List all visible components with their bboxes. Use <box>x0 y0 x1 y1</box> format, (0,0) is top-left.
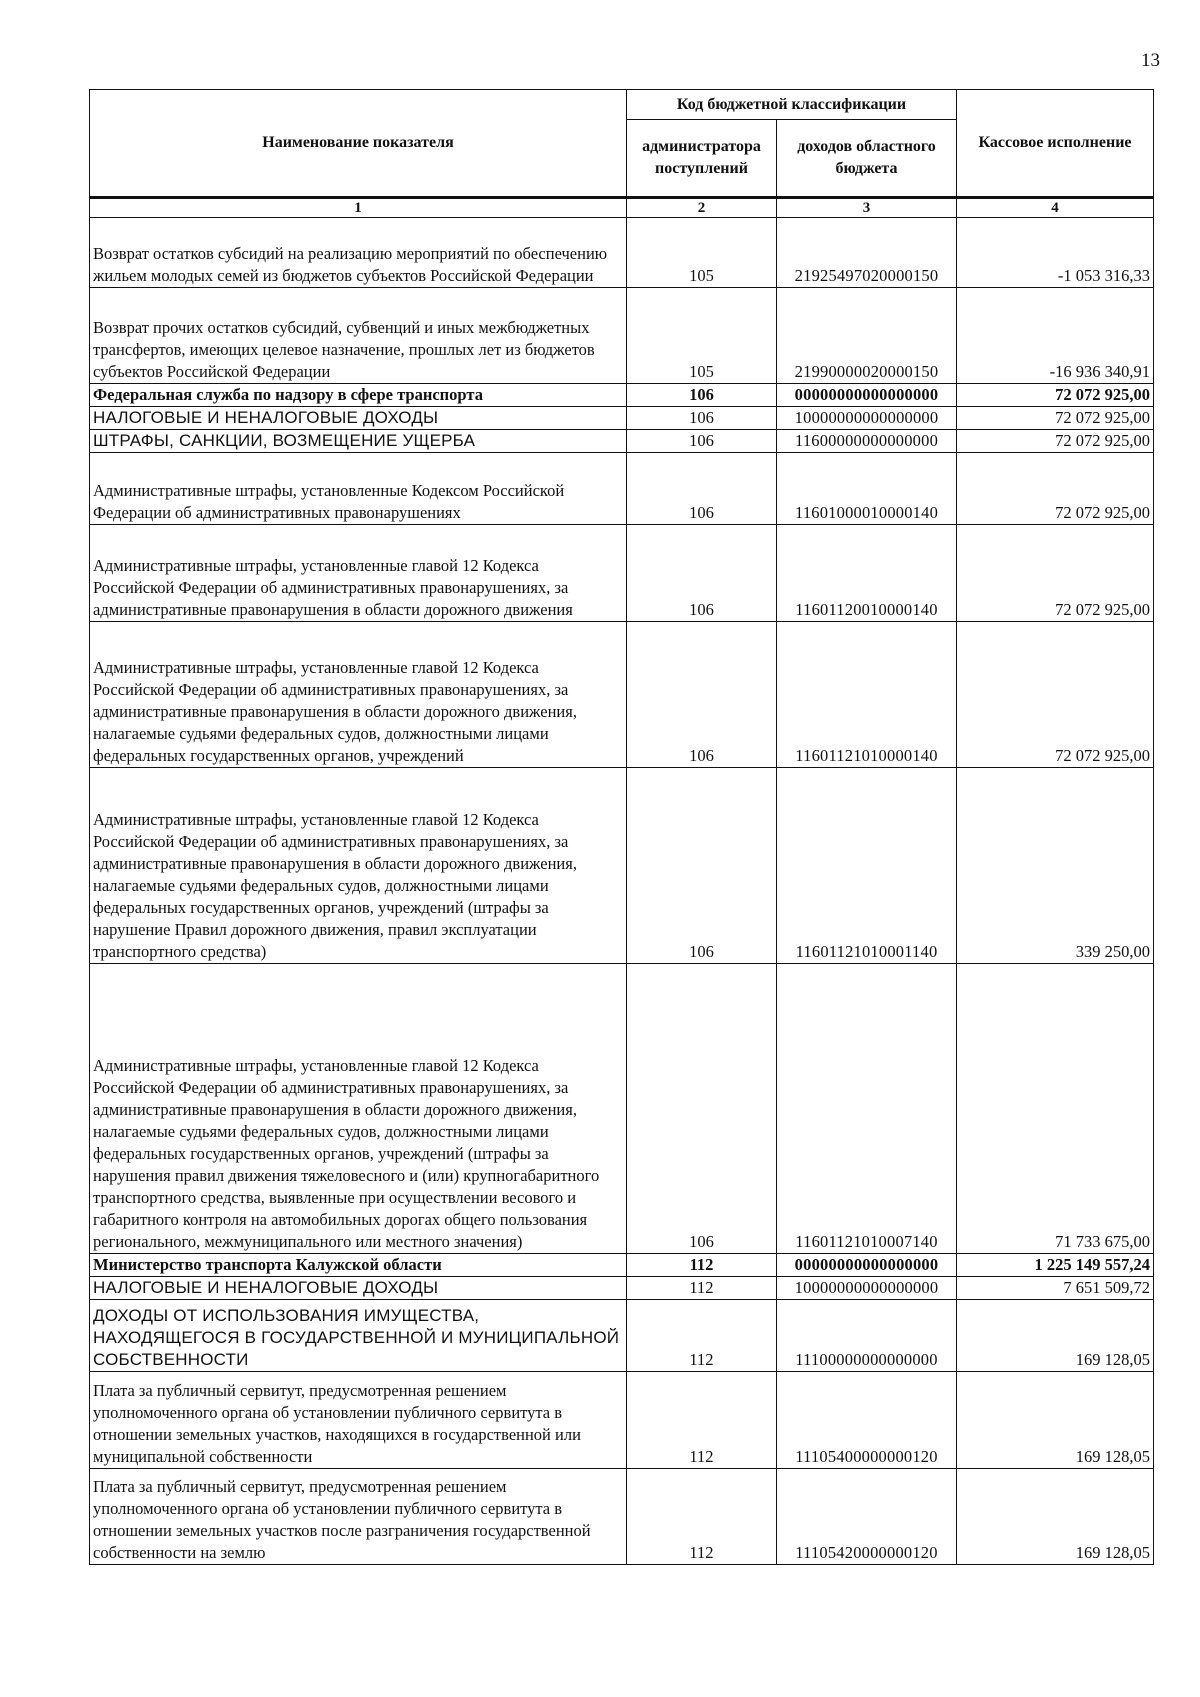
row-amount: 169 128,05 <box>957 1372 1154 1469</box>
row-name: Административные штрафы, установленные Кодексом Российской Федерации об административных правонарушениях <box>90 453 627 525</box>
row-income-code: 10000000000000000 <box>777 407 957 430</box>
row-admin-code: 112 <box>627 1469 777 1565</box>
row-admin-code: 106 <box>627 964 777 1254</box>
row-income-code: 00000000000000000 <box>777 384 957 407</box>
page-number: 13 <box>1141 50 1160 71</box>
row-amount: 169 128,05 <box>957 1300 1154 1372</box>
row-name: Возврат остатков субсидий на реализацию мероприятий по обеспечению жильем молодых семей из бюджетов субъектов Российской Федерации <box>90 218 627 288</box>
row-income-code: 11600000000000000 <box>777 430 957 453</box>
row-amount: 72 072 925,00 <box>957 407 1154 430</box>
row-name: Возврат прочих остатков субсидий, субвенций и иных межбюджетных трансфертов, имеющих целевое назначение, прошлых лет из бюджетов субъектов Российской Федерации <box>90 288 627 384</box>
row-income-code: 11601121010007140 <box>777 964 957 1254</box>
row-amount: -1 053 316,33 <box>957 218 1154 288</box>
row-name: Федеральная служба по надзору в сфере транспорта <box>90 384 627 407</box>
table-row <box>90 218 1154 288</box>
row-admin-code: 106 <box>627 407 777 430</box>
header-admin-code: администратора поступлений <box>627 120 777 198</box>
row-amount: 72 072 925,00 <box>957 384 1154 407</box>
row-amount: 7 651 509,72 <box>957 1277 1154 1300</box>
row-admin-code: 112 <box>627 1300 777 1372</box>
row-amount: 72 072 925,00 <box>957 622 1154 768</box>
row-name: ДОХОДЫ ОТ ИСПОЛЬЗОВАНИЯ ИМУЩЕСТВА, НАХОДЯЩЕГОСЯ В ГОСУДАРСТВЕННОЙ И МУНИЦИПАЛЬНОЙ СОБСТВЕННОСТИ <box>90 1300 627 1372</box>
row-income-code: 11105420000000120 <box>777 1469 957 1565</box>
row-amount: 72 072 925,00 <box>957 430 1154 453</box>
row-name: Административные штрафы, установленные главой 12 Кодекса Российской Федерации об административных правонарушениях, за административные правонарушения в области дорожного движения <box>90 525 627 622</box>
row-income-code: 11601121010000140 <box>777 622 957 768</box>
row-income-code: 11601000010000140 <box>777 453 957 525</box>
row-name: НАЛОГОВЫЕ И НЕНАЛОГОВЫЕ ДОХОДЫ <box>90 1277 627 1300</box>
row-admin-code: 105 <box>627 218 777 288</box>
row-income-code: 11100000000000000 <box>777 1300 957 1372</box>
row-admin-code: 106 <box>627 525 777 622</box>
row-admin-code: 105 <box>627 288 777 384</box>
row-name: Административные штрафы, установленные главой 12 Кодекса Российской Федерации об административных правонарушениях, за административные правонарушения в области дорожного движения, налагаемые судьями федеральных судов, должностными лицами федеральных государственных органов, учреждений (штрафы за нарушение Правил дорожного движения, правил эксплуатации транспортного средства) <box>90 768 627 964</box>
row-name: Административные штрафы, установленные главой 12 Кодекса Российской Федерации об административных правонарушениях, за административные правонарушения в области дорожного движения, налагаемые судьями федеральных судов, должностными лицами федеральных государственных органов, учреждений (штрафы за нарушения правил движения тяжеловесного и (или) крупногабаритного транспортного средства, выявленные при осуществлении весового и габаритного контроля на автомобильных дорогах общего пользования регионального, межмуниципального или местного значения) <box>90 964 627 1254</box>
row-amount: 71 733 675,00 <box>957 964 1154 1254</box>
table-row <box>90 453 1154 525</box>
table-row <box>90 430 1154 453</box>
row-name: Плата за публичный сервитут, предусмотренная решением уполномоченного органа об установлении публичного сервитута в отношении земельных участков, находящихся в государственной или муниципальной собственности <box>90 1372 627 1469</box>
row-amount: -16 936 340,91 <box>957 288 1154 384</box>
table-row <box>90 1254 1154 1277</box>
row-income-code: 11601121010001140 <box>777 768 957 964</box>
row-name: Плата за публичный сервитут, предусмотренная решением уполномоченного органа об установлении публичного сервитута в отношении земельных участков после разграничения государственной собственности на землю <box>90 1469 627 1565</box>
row-income-code: 10000000000000000 <box>777 1277 957 1300</box>
table-row <box>90 288 1154 384</box>
table-row <box>90 1277 1154 1300</box>
row-income-code: 21990000020000150 <box>777 288 957 384</box>
row-income-code: 11601120010000140 <box>777 525 957 622</box>
row-name: Административные штрафы, установленные главой 12 Кодекса Российской Федерации об административных правонарушениях, за административные правонарушения в области дорожного движения, налагаемые судьями федеральных судов, должностными лицами федеральных государственных органов, учреждений <box>90 622 627 768</box>
budget-income-table <box>89 89 1154 1565</box>
row-amount: 72 072 925,00 <box>957 525 1154 622</box>
row-admin-code: 106 <box>627 768 777 964</box>
table-row <box>90 407 1154 430</box>
row-name: Министерство транспорта Калужской области <box>90 1254 627 1277</box>
row-income-code: 00000000000000000 <box>777 1254 957 1277</box>
header-kbk-group: Код бюджетной классификации <box>627 90 957 120</box>
header-indicator-name: Наименование показателя <box>90 90 627 198</box>
row-name: НАЛОГОВЫЕ И НЕНАЛОГОВЫЕ ДОХОДЫ <box>90 407 627 430</box>
row-amount: 72 072 925,00 <box>957 453 1154 525</box>
table-row <box>90 768 1154 964</box>
table-row <box>90 1372 1154 1469</box>
row-admin-code: 106 <box>627 430 777 453</box>
column-number: 3 <box>777 198 957 218</box>
table-row <box>90 1300 1154 1372</box>
header-cash-execution: Кассовое исполнение <box>957 90 1154 198</box>
table-row <box>90 622 1154 768</box>
row-admin-code: 112 <box>627 1254 777 1277</box>
row-admin-code: 106 <box>627 384 777 407</box>
row-amount: 339 250,00 <box>957 768 1154 964</box>
column-number: 1 <box>90 198 627 218</box>
row-admin-code: 106 <box>627 453 777 525</box>
column-number: 2 <box>627 198 777 218</box>
row-admin-code: 112 <box>627 1372 777 1469</box>
column-number: 4 <box>957 198 1154 218</box>
row-income-code: 21925497020000150 <box>777 218 957 288</box>
table-row <box>90 1469 1154 1565</box>
table-row <box>90 525 1154 622</box>
row-name: ШТРАФЫ, САНКЦИИ, ВОЗМЕЩЕНИЕ УЩЕРБА <box>90 430 627 453</box>
table-row <box>90 964 1154 1254</box>
row-amount: 169 128,05 <box>957 1469 1154 1565</box>
row-admin-code: 106 <box>627 622 777 768</box>
table-row <box>90 384 1154 407</box>
row-amount: 1 225 149 557,24 <box>957 1254 1154 1277</box>
row-income-code: 11105400000000120 <box>777 1372 957 1469</box>
header-income-code: доходов областного бюджета <box>777 120 957 198</box>
row-admin-code: 112 <box>627 1277 777 1300</box>
